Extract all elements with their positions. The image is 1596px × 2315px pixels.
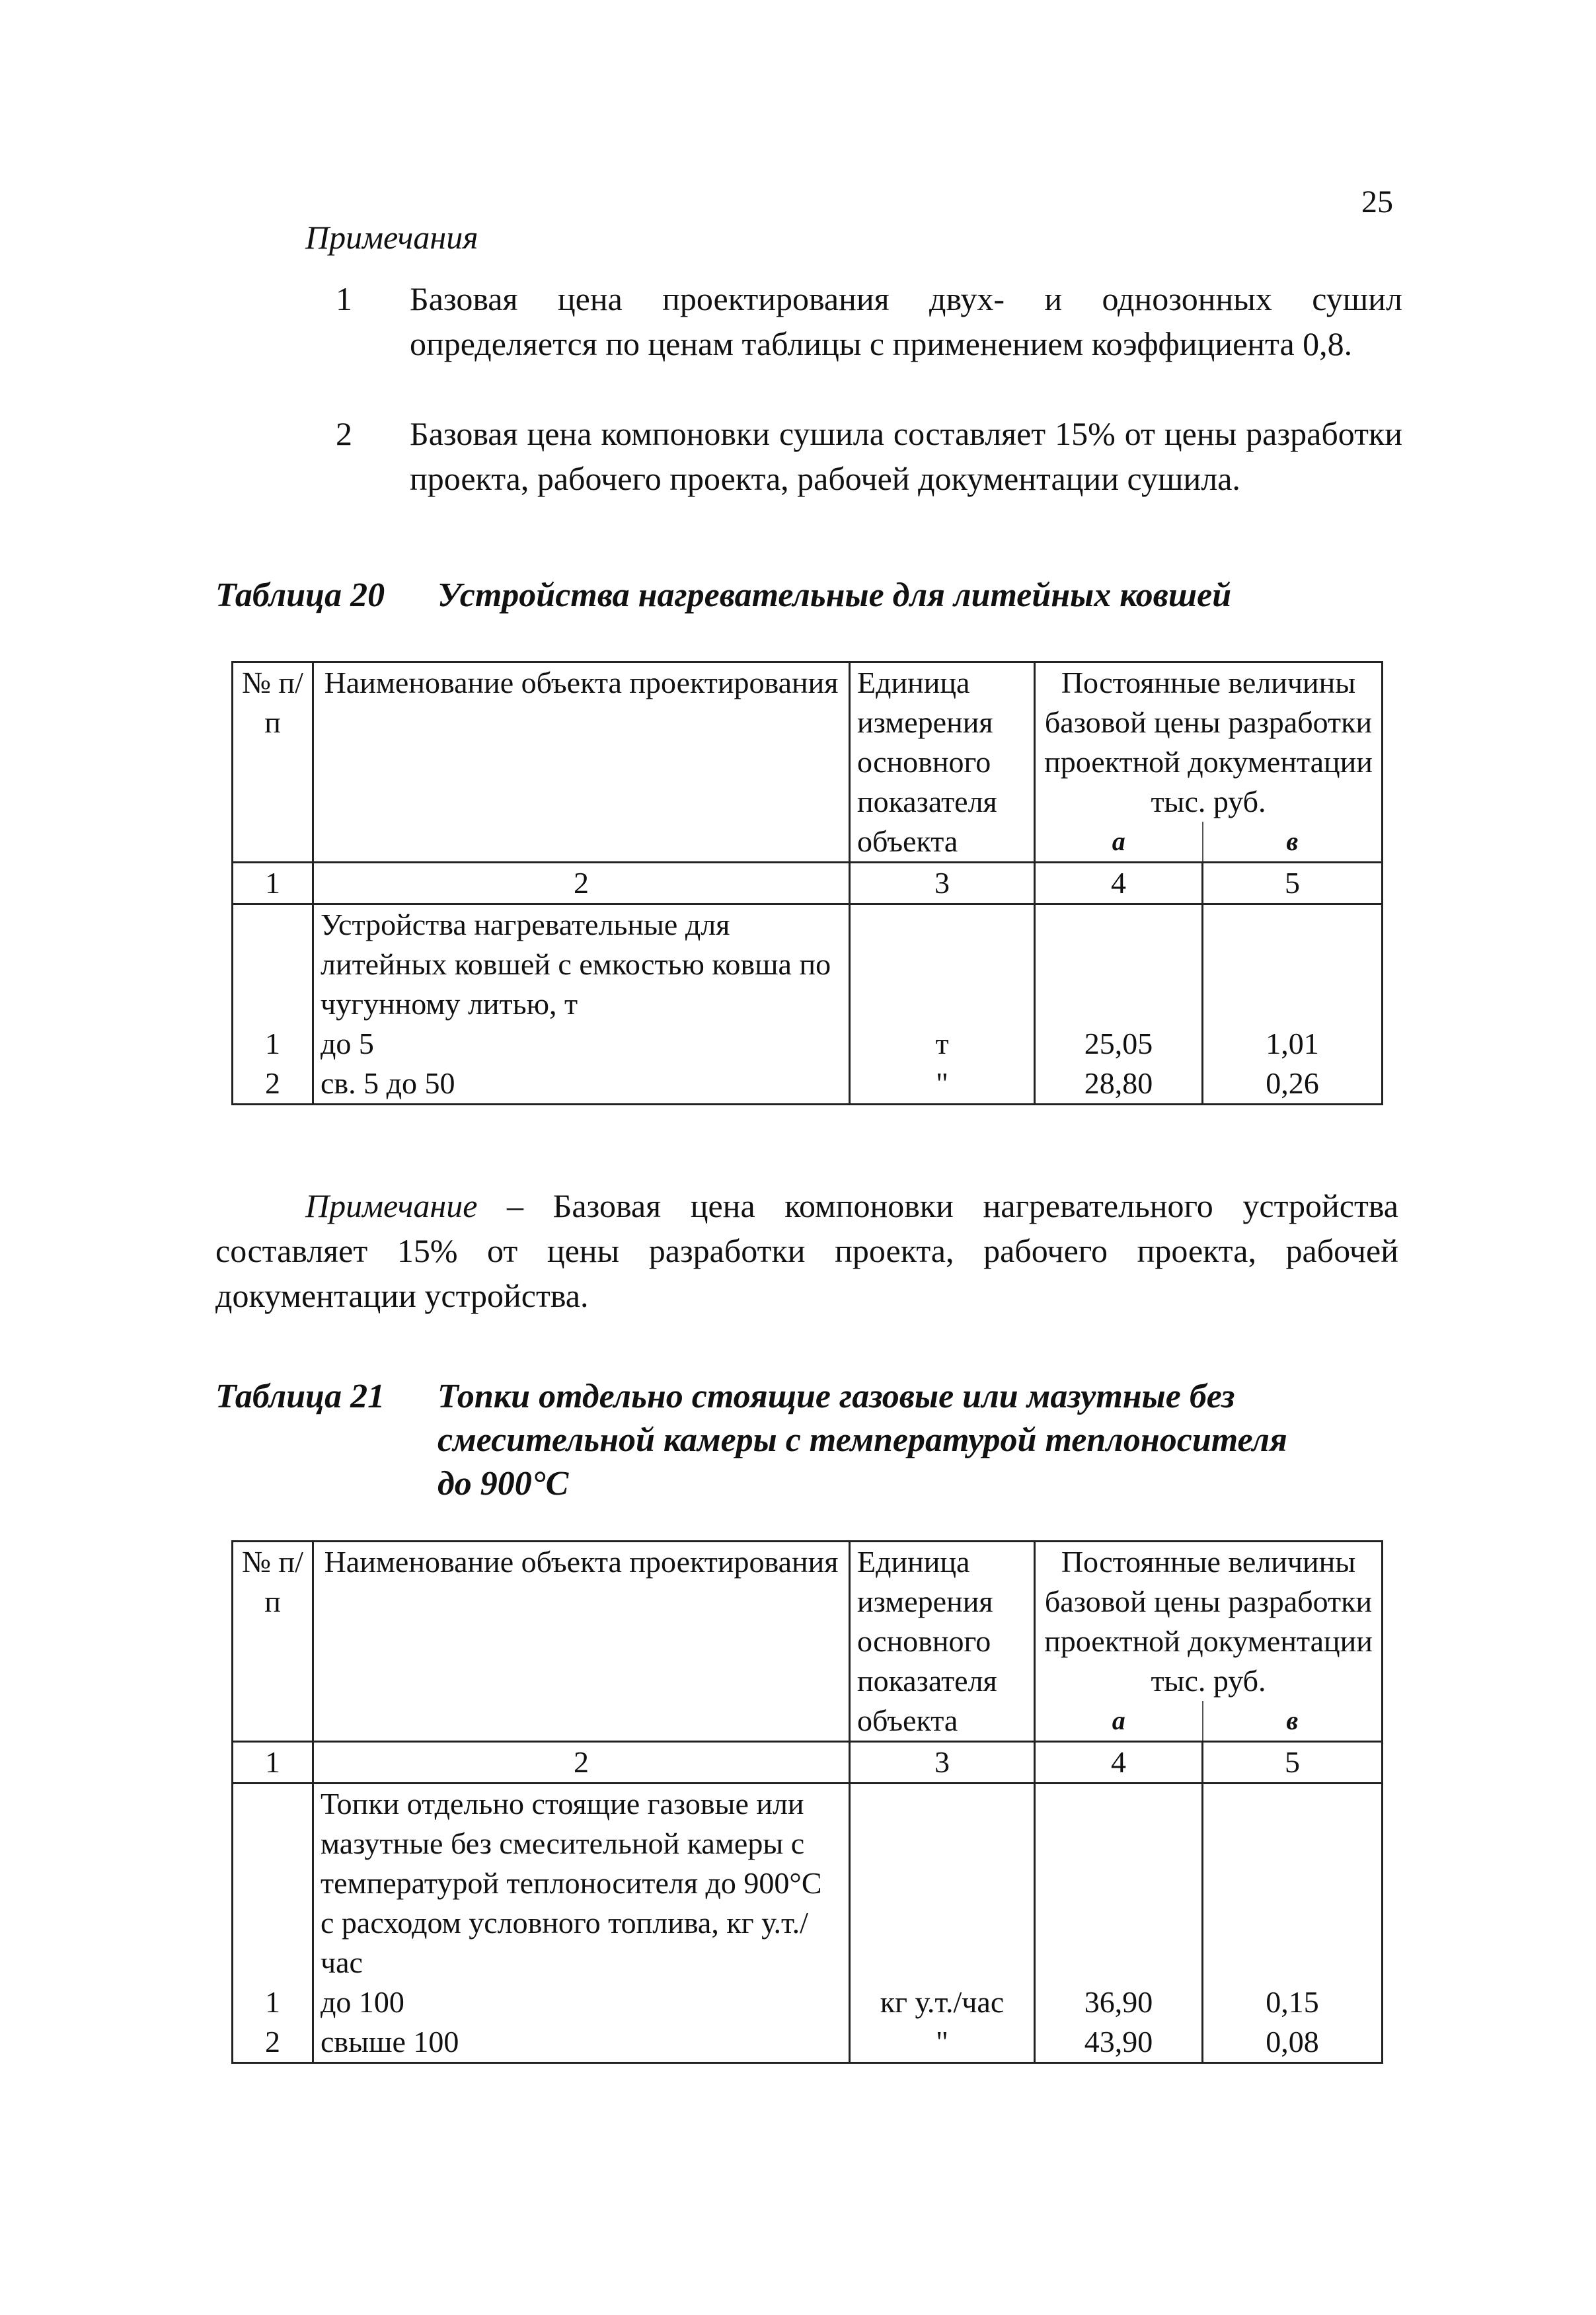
col-number: 5 — [1203, 1742, 1383, 1784]
row-numbers — [233, 1784, 313, 2063]
header-name: Наименование объекта проектирования — [313, 662, 850, 863]
table21-caption — [215, 1375, 1287, 1503]
notes-title: Примечания — [305, 219, 478, 256]
col-number: 2 — [313, 863, 850, 904]
row-values-a — [1035, 904, 1203, 1105]
header-sub-b: в — [1203, 1701, 1383, 1742]
table-header-row — [233, 1542, 1383, 1702]
note-number: 1 — [336, 280, 352, 317]
col-number: 3 — [850, 863, 1035, 904]
header-number: № п/п — [233, 662, 313, 863]
table20 — [231, 661, 1383, 1105]
row-value-a: 25,05 — [1084, 1027, 1153, 1060]
row-values-b — [1203, 904, 1383, 1105]
note-number: 2 — [336, 415, 352, 452]
header-name: Наименование объекта проектирования — [313, 1542, 850, 1742]
table20-caption — [215, 574, 1232, 617]
row-value-b: 0,26 — [1266, 1066, 1319, 1100]
row-unit: " — [936, 2025, 948, 2059]
row-number: 2 — [265, 2025, 280, 2059]
row-value-b: 1,01 — [1266, 1027, 1319, 1060]
row-unit: т — [935, 1027, 949, 1060]
note-1 — [336, 276, 1402, 366]
col-number: 1 — [233, 1742, 313, 1784]
table20-title: Устройства нагревательные для литейных ковшей — [437, 576, 1232, 614]
header-sub-b: в — [1203, 822, 1383, 863]
header-unit: Единица измерения основного показателя объекта — [850, 662, 1035, 863]
row-number: 1 — [265, 1027, 280, 1060]
table21-title: Топки отдельно стоящие газовые или мазутные без смесительной камеры с температурой теплоносителя до 900°С — [437, 1378, 1287, 1503]
table20-label: Таблица 20 — [215, 576, 385, 614]
row-values-b — [1203, 1784, 1383, 2063]
col-number: 1 — [233, 863, 313, 904]
table-number-row — [233, 863, 1383, 904]
note-text: Базовая цена проектирования двух- и однозонных сушил определяется по ценам таблицы с применением коэффициента 0,8. — [410, 280, 1402, 362]
row-units — [850, 904, 1035, 1105]
table-header-row — [233, 662, 1383, 822]
row-unit: " — [936, 1066, 948, 1100]
table-data-block — [233, 904, 1383, 1105]
row-unit: кг у.т./час — [880, 1985, 1005, 2019]
header-sub-a: а — [1035, 1701, 1203, 1742]
header-values: Постоянные величины базовой цены разработки проектной документации тыс. руб. — [1035, 1542, 1383, 1702]
row-name: св. 5 до 50 — [321, 1066, 455, 1100]
row-value-b: 0,08 — [1266, 2025, 1319, 2059]
note-lead: Примечание — [305, 1187, 478, 1224]
col-number: 4 — [1035, 863, 1203, 904]
note-text: Базовая цена компоновки сушила составляет 15% от цены разработки проекта, рабочего проекта, рабочей документации сушила. — [410, 415, 1402, 497]
row-name: до 5 — [321, 1027, 374, 1060]
row-value-a: 43,90 — [1084, 2025, 1153, 2059]
row-number: 2 — [265, 1066, 280, 1100]
page-number: 25 — [1361, 184, 1393, 219]
table20-note — [215, 1183, 1398, 1318]
row-number: 1 — [265, 1985, 280, 2019]
header-values: Постоянные величины базовой цены разработки проектной документации тыс. руб. — [1035, 662, 1383, 822]
row-names — [313, 1784, 850, 2063]
row-name: до 100 — [321, 1985, 404, 2019]
col-number: 5 — [1203, 863, 1383, 904]
col-number: 3 — [850, 1742, 1035, 1784]
header-unit: Единица измерения основного показателя объекта — [850, 1542, 1035, 1742]
col-number: 2 — [313, 1742, 850, 1784]
table-number-row — [233, 1742, 1383, 1784]
row-values-a — [1035, 1784, 1203, 2063]
row-units — [850, 1784, 1035, 2063]
col-number: 4 — [1035, 1742, 1203, 1784]
table21-label: Таблица 21 — [215, 1378, 385, 1415]
row-value-b: 0,15 — [1266, 1985, 1319, 2019]
table21 — [231, 1540, 1383, 2064]
header-sub-a: а — [1035, 822, 1203, 863]
row-names — [313, 904, 850, 1105]
group-text: Топки отдельно стоящие газовые или мазутные без смесительной камеры с температурой теплоносителя до 900°С с расходом условного топлива, кг у.т./час — [321, 1787, 822, 1979]
row-value-a: 28,80 — [1084, 1066, 1153, 1100]
row-value-a: 36,90 — [1084, 1985, 1153, 2019]
header-number: № п/п — [233, 1542, 313, 1742]
row-numbers — [233, 904, 313, 1105]
note-2 — [336, 411, 1402, 501]
table-data-block — [233, 1784, 1383, 2063]
group-text: Устройства нагревательные для литейных ковшей с емкостью ковша по чугунному литью, т — [321, 908, 831, 1021]
row-name: свыше 100 — [321, 2025, 459, 2059]
note-text: – Базовая цена компоновки нагревательного устройства составляет 15% от цены разработки проекта, рабочего проекта, рабочей документации устройства. — [215, 1187, 1398, 1314]
